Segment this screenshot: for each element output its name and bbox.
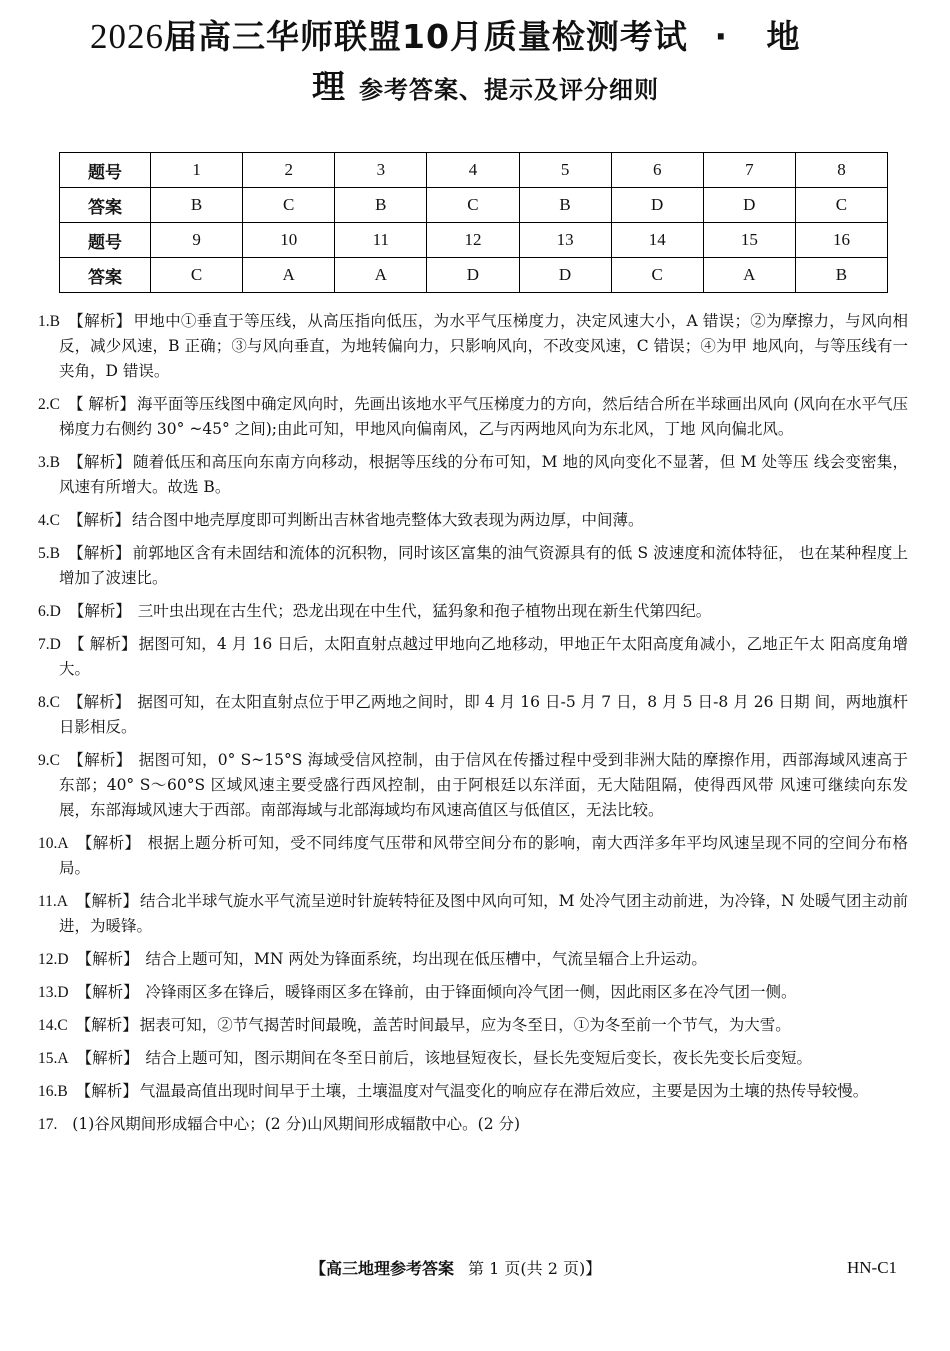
item-tag: 【解析】 <box>67 511 130 529</box>
answer-cell: D <box>611 188 703 223</box>
title-subject-b: 理 <box>312 67 345 106</box>
answer-cell: B <box>335 188 427 223</box>
explanation-item <box>38 1079 908 1104</box>
question-number-cell: 10 <box>243 223 335 258</box>
document-subtitle <box>312 64 659 116</box>
item-tag: 【解析】 <box>67 751 132 769</box>
row-header-number: 题号 <box>60 223 151 258</box>
item-tag: 【解析】 <box>67 312 132 330</box>
answer-cell: B <box>795 258 887 293</box>
item-number: 12.D <box>38 951 69 968</box>
answer-cell: B <box>519 188 611 223</box>
answer-cell: C <box>243 188 335 223</box>
answer-cell: C <box>795 188 887 223</box>
question-number-cell: 15 <box>703 223 795 258</box>
row-header-number: 题号 <box>60 153 151 188</box>
explanation-item <box>38 450 908 500</box>
explanation-list <box>38 309 908 1145</box>
item-number: 1.B <box>38 313 60 330</box>
answer-cell: A <box>243 258 335 293</box>
subtitle-text: 参考答案、提示及评分细则 <box>359 76 659 104</box>
table-row-numbers-1 <box>60 153 888 188</box>
item-text: 结合北半球气旋水平气流呈逆时针旋转特征及图中风向可知，M 处冷气团主动前进，为冷锋，N 处暖气团主动前进，为暖锋。 <box>59 892 908 935</box>
answer-cell: C <box>427 188 519 223</box>
explanation-item <box>38 392 908 442</box>
item-number: 14.C <box>38 1017 68 1034</box>
question-number-cell: 7 <box>703 153 795 188</box>
item-text: 结合上题可知，图示期间在冬至日前后，该地昼短夜长，昼长先变短后变长，夜长先变长后变短。 <box>140 1049 813 1067</box>
explanation-item <box>38 889 908 939</box>
title-dot: · <box>714 17 728 56</box>
item-tag: 【解析】 <box>76 892 139 910</box>
answer-cell: A <box>703 258 795 293</box>
explanation-item <box>38 599 908 624</box>
row-header-answer: 答案 <box>60 258 151 293</box>
item-tag: 【 解析】 <box>67 395 135 413</box>
question-number-cell: 11 <box>335 223 427 258</box>
question-number-cell: 13 <box>519 223 611 258</box>
question-number-cell: 14 <box>611 223 703 258</box>
item-text: 海平面等压线图中确定风向时，先画出该地水平气压梯度力的方向，然后结合所在半球画出风向 (风向在水平气压梯度力右侧约 30° ~45° 之间);由此可知，甲地风向偏南风，乙与丙两地风向为东北风，丁地 风向偏北风。 <box>59 395 908 438</box>
question-number-cell: 5 <box>519 153 611 188</box>
title-subject-a: 地 <box>766 17 801 56</box>
page-footer <box>310 1256 601 1279</box>
item-tag: 【解析】 <box>76 950 139 968</box>
item-text: 据图可知，0° S~15°S 海域受信风控制，由于信风在传播过程中受到非洲大陆的摩擦作用，西部海域风速高于东部；40° S～60°S 区域风速主要受盛行西风控制，由于阿根廷以东洋面，无大陆阻隔，使得西风带 风速可继续向东发展，东部海域风速大于西部。南部海域与北部海域均布风速高值区与低值区，无法比较。 <box>59 751 908 819</box>
item-number: 10.A <box>38 835 69 852</box>
question-number-cell: 2 <box>243 153 335 188</box>
explanation-item <box>38 541 908 591</box>
explanation-item <box>38 632 908 682</box>
item-number: 7.D <box>38 636 61 653</box>
question-number-cell: 9 <box>151 223 243 258</box>
answer-cell: D <box>427 258 519 293</box>
item-text: 甲地中①垂直于等压线，从高压指向低压，为水平气压梯度力，决定风速大小，A 错误；②为摩擦力，与风向相反，减少风速，B 正确；③与风向垂直，为地转偏向力，只影响风向，不改变风速，C 错误；④为甲 地风向，与等压线有一夹角，D 错误。 <box>59 312 908 380</box>
item-number: 16.B <box>38 1083 68 1100</box>
footer-page-number: 第 1 页(共 2 页)】 <box>468 1259 602 1278</box>
item-number: 8.C <box>38 694 60 711</box>
item-text: 据图可知，4 月 16 日后，太阳直射点越过甲地向乙地移动，甲地正午太阳高度角减小，乙地正午太 阳高度角增大。 <box>59 635 908 678</box>
item-tag: 【解析】 <box>76 1049 139 1067</box>
item-text: 根据上题分析可知，受不同纬度气压带和风带空间分布的影响，南大西洋多年平均风速呈现不同的空间分布格局。 <box>59 834 908 877</box>
item-text: 前郭地区含有未固结和流体的沉积物，同时该区富集的油气资源具有的低 S 波速度和流体特征， 也在某种程度上增加了波速比。 <box>59 544 908 587</box>
explanation-item <box>38 748 908 823</box>
item-number: 3.B <box>38 454 60 471</box>
explanation-item <box>38 980 908 1005</box>
answer-cell: D <box>703 188 795 223</box>
document-code: HN-C1 <box>847 1258 898 1277</box>
item-tag: 【解析】 <box>67 693 131 711</box>
explanation-item <box>38 508 908 533</box>
item-text: 冷锋雨区多在锋后，暖锋雨区多在锋前，由于锋面倾向冷气团一侧，因此雨区多在冷气团一侧。 <box>140 983 797 1001</box>
table-row-numbers-2 <box>60 223 888 258</box>
item-text: 结合上题可知，MN 两处为锋面系统，均出现在低压槽中，气流呈辐合上升运动。 <box>140 950 707 968</box>
answer-cell: C <box>151 258 243 293</box>
answer-cell: A <box>335 258 427 293</box>
item-text: 三叶虫出现在古生代；恐龙出现在中生代，猛犸象和孢子植物出现在新生代第四纪。 <box>132 602 712 620</box>
question-number-cell: 12 <box>427 223 519 258</box>
item-number: 9.C <box>38 752 60 769</box>
item-text: 气温最高值出现时间早于土壤，土壤温度对气温变化的响应存在滞后效应，主要是因为土壤的热传导较慢。 <box>139 1082 869 1100</box>
question-number-cell: 3 <box>335 153 427 188</box>
item-number: 6.D <box>38 603 61 620</box>
document-title <box>90 14 870 60</box>
question-number-cell: 1 <box>151 153 243 188</box>
answer-cell: B <box>151 188 243 223</box>
answer-cell: D <box>519 258 611 293</box>
item-tag: 【解析】 <box>76 834 141 852</box>
item-number: 17. <box>38 1116 58 1133</box>
row-header-answer: 答案 <box>60 188 151 223</box>
item-tag: 【解析】 <box>76 983 139 1001</box>
item-text: 结合图中地壳厚度即可判断出吉林省地壳整体大致表现为两边厚，中间薄。 <box>131 511 644 529</box>
item-number: 4.C <box>38 512 60 529</box>
explanation-item <box>38 831 908 881</box>
explanation-item <box>38 690 908 740</box>
table-row-answers-1 <box>60 188 888 223</box>
item-tag: 【解析】 <box>67 544 131 562</box>
item-number: 15.A <box>38 1050 69 1067</box>
item-number: 11.A <box>38 893 68 910</box>
item-tag: 【 解析】 <box>68 635 137 653</box>
explanation-item <box>38 1013 908 1038</box>
question-number-cell: 8 <box>795 153 887 188</box>
item-tag: 【解析】 <box>68 602 131 620</box>
item-number: 13.D <box>38 984 69 1001</box>
table-row-answers-2 <box>60 258 888 293</box>
item-number: 2.C <box>38 396 60 413</box>
explanation-item <box>38 1112 908 1137</box>
question-number-cell: 6 <box>611 153 703 188</box>
explanation-item <box>38 309 908 384</box>
item-text: 据表可知，②节气揭苦时间最晚，盖苦时间最早，应为冬至日，①为冬至前一个节气，为大雪。 <box>139 1016 791 1034</box>
item-tag: 【解析】 <box>75 1082 138 1100</box>
answer-table <box>59 152 888 293</box>
explanation-item <box>38 947 908 972</box>
item-number: 5.B <box>38 545 60 562</box>
answer-cell: C <box>611 258 703 293</box>
question-number-cell: 4 <box>427 153 519 188</box>
footer-title: 【高三地理参考答案 <box>310 1259 455 1278</box>
title-main: 届高三华师联盟10月质量检测考试 <box>164 17 688 56</box>
title-year: 2026 <box>90 17 164 56</box>
item-text: (1)谷风期间形成辐合中心；(2 分)山风期间形成辐散中心。(2 分) <box>67 1115 521 1133</box>
item-tag: 【解析】 <box>67 453 132 471</box>
question-number-cell: 16 <box>795 223 887 258</box>
item-text: 随着低压和高压向东南方向移动，根据等压线的分布可知，M 地的风向变化不显著，但 M 处等压 线会变密集，风速有所增大。故选 B。 <box>59 453 908 496</box>
explanation-item <box>38 1046 908 1071</box>
item-tag: 【解析】 <box>75 1016 138 1034</box>
item-text: 据图可知，在太阳直射点位于甲乙两地之间时，即 4 月 16 日-5 月 7 日，8 月 5 日-8 月 26 日期 间，两地旗杆日影相反。 <box>59 693 908 736</box>
